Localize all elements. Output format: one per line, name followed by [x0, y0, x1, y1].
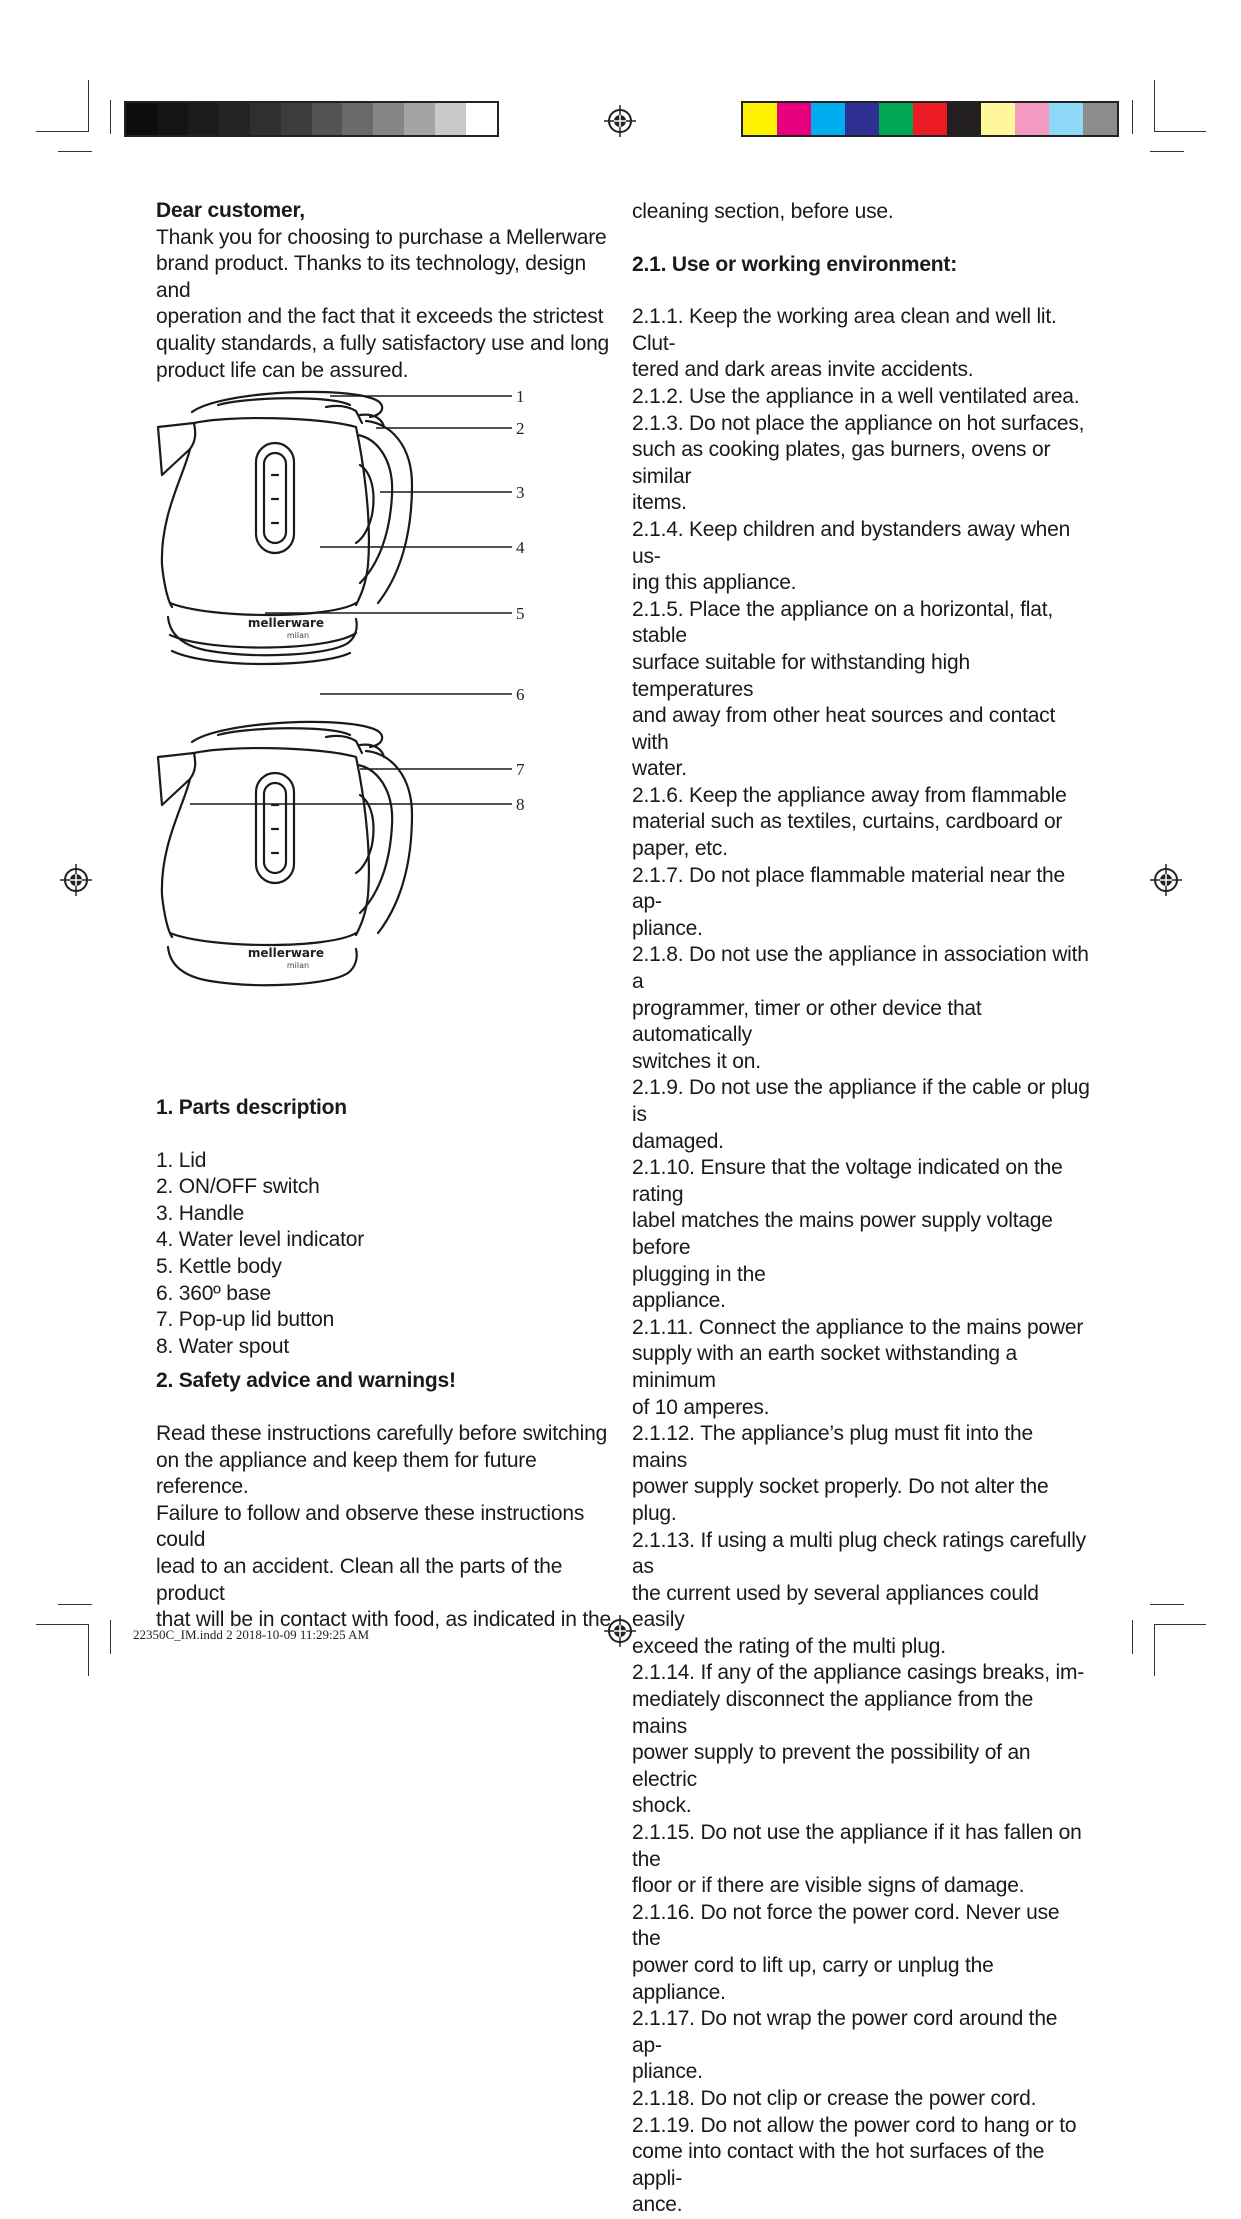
callout-number: 2 [516, 419, 525, 438]
warning-line: water. [632, 757, 687, 781]
warning-line: 2.1.1. Keep the working area clean and well lit. Clut- [632, 305, 1057, 355]
warning-line: floor or if there are visible signs of damage. [632, 1874, 1025, 1898]
intro-line: Thank you for choosing to purchase a Mellerware [156, 225, 607, 249]
warning-line: 2.1.4. Keep children and bystanders away when us- [632, 517, 1071, 568]
callout-number: 3 [516, 483, 525, 502]
warning-line: and away from other heat sources and contact with [632, 704, 1056, 754]
warning-line: power supply to prevent the possibility of an electric [632, 1741, 1031, 1791]
color-swatch [1049, 103, 1083, 135]
color-swatch [342, 103, 373, 135]
warning-line: 2.1.19. Do not allow the power cord to hang or to [632, 2113, 1077, 2137]
color-swatch [188, 103, 219, 135]
part-item: 7. Pop-up lid button [156, 1308, 335, 1332]
warning-line: exceed the rating of the multi plug. [632, 1634, 946, 1658]
safety-line: Failure to follow and observe these instructions could [156, 1501, 585, 1552]
registration-target-icon [1150, 864, 1182, 896]
part-item: 5. Kettle body [156, 1254, 282, 1278]
warning-line: 2.1.12. The appliance’s plug must fit into the mains [632, 1422, 1033, 1472]
greeting: Dear customer, [156, 199, 305, 222]
crop-mark [1154, 80, 1155, 132]
callout-number: 7 [516, 760, 525, 779]
warning-line: ance. [632, 2193, 683, 2217]
warning-line: 2.1.16. Do not force the power cord. Never use the [632, 1900, 1060, 1951]
registration-target-icon [604, 105, 636, 137]
footer-slug: 22350C_IM.indd 2 2018-10-09 11:29:25 AM [133, 1627, 370, 1642]
part-item: 4. Water level indicator [156, 1228, 365, 1252]
crop-mark [1154, 1624, 1206, 1625]
callout-number: 5 [516, 604, 525, 623]
safety-line: on the appliance and keep them for future reference. [156, 1448, 537, 1499]
warning-line: 2.1.9. Do not use the appliance if the cable or plug is [632, 1076, 1090, 1126]
warning-line: 2.1.13. If using a multi plug check ratings carefully as [632, 1528, 1086, 1579]
color-swatch [845, 103, 879, 135]
warning-line: programmer, timer or other device that automatically [632, 996, 982, 1047]
working-environment-section [632, 199, 1092, 2219]
crop-mark [1154, 131, 1206, 132]
warning-line: 2.1.15. Do not use the appliance if it has fallen on the [632, 1821, 1082, 1871]
kettle-brand-text: mellerware [247, 616, 325, 630]
warning-line: 2.1.14. If any of the appliance casings breaks, im- [632, 1661, 1085, 1685]
warning-line: 2.1.17. Do not wrap the power cord around the ap- [632, 2007, 1058, 2057]
intro-line: quality standards, a fully satisfactory use and long [156, 331, 610, 355]
intro-line: brand product. Thanks to its technology, design and [156, 252, 586, 302]
color-swatch [1015, 103, 1049, 135]
warning-line: 2.1.10. Ensure that the voltage indicated on the rating [632, 1156, 1063, 1206]
warning-line: 2.1.7. Do not place flammable material near the ap- [632, 863, 1066, 914]
color-swatch [373, 103, 404, 135]
warning-line: tered and dark areas invite accidents. [632, 358, 974, 382]
warning-line: such as cooking plates, gas burners, ovens or similar [632, 438, 1051, 488]
kettle-brand-text: mellerware [247, 946, 325, 960]
part-item: 2. ON/OFF switch [156, 1175, 320, 1199]
callout-number: 8 [516, 795, 525, 814]
color-swatch [913, 103, 947, 135]
warning-line: 2.1.11. Connect the appliance to the mains power [632, 1315, 1084, 1339]
warning-line: shock. [632, 1794, 692, 1818]
warning-line: 2.1.8. Do not use the appliance in association with a [632, 943, 1089, 994]
warning-line: come into contact with the hot surfaces of the appli- [632, 2140, 1045, 2190]
safety-heading: 2. Safety advice and warnings! [156, 1369, 456, 1393]
safety-line: lead to an accident. Clean all the parts of the product [156, 1554, 563, 1605]
warning-line: power supply socket properly. Do not alter the plug. [632, 1475, 1049, 1525]
color-swatch [981, 103, 1015, 135]
warning-line: label matches the mains power supply voltage before [632, 1209, 1053, 1259]
grayscale-color-bar [124, 101, 499, 137]
safety-line: that will be in contact with food, as indicated in the [156, 1608, 611, 1632]
color-swatch [250, 103, 281, 135]
color-swatch [312, 103, 343, 135]
color-swatch [811, 103, 845, 135]
warning-line: power cord to lift up, carry or unplug the appliance. [632, 1954, 994, 2004]
crop-mark [1154, 1624, 1155, 1676]
continuation-text: cleaning section, before use. [632, 200, 894, 223]
kettle-model-text: milan [286, 961, 310, 970]
color-swatch [743, 103, 777, 135]
color-swatch [947, 103, 981, 135]
crop-mark [1150, 1604, 1184, 1605]
warning-line: of 10 amperes. [632, 1395, 770, 1419]
intro-section [156, 198, 616, 384]
warning-line: 2.1.5. Place the appliance on a horizontal, flat, stable [632, 597, 1053, 648]
kettle-diagram [150, 375, 540, 1075]
warning-line: 2.1.2. Use the appliance in a well ventilated area. [632, 384, 1080, 408]
warning-line: paper, etc. [632, 837, 728, 861]
crop-mark [88, 80, 89, 132]
safety-line: Read these instructions carefully before switching [156, 1421, 608, 1445]
color-swatch [777, 103, 811, 135]
crop-mark [36, 131, 88, 132]
process-color-bar [741, 101, 1119, 137]
warning-line: plugging in the [632, 1262, 766, 1286]
intro-line: operation and the fact that it exceeds the strictest [156, 305, 604, 329]
crop-mark [1132, 100, 1133, 134]
color-swatch [1083, 103, 1117, 135]
color-swatch [157, 103, 188, 135]
crop-mark [88, 1624, 89, 1676]
crop-mark [110, 100, 111, 134]
warning-line: pliance. [632, 2060, 703, 2084]
callout-number: 4 [516, 538, 525, 557]
warning-line: pliance. [632, 916, 703, 940]
crop-mark [1132, 1620, 1133, 1654]
color-swatch [879, 103, 913, 135]
callout-number: 6 [516, 685, 525, 704]
part-item: 1. Lid [156, 1148, 207, 1172]
color-swatch [466, 103, 497, 135]
part-item: 8. Water spout [156, 1334, 289, 1358]
crop-mark [58, 1604, 92, 1605]
part-item: 6. 360º base [156, 1281, 272, 1305]
warning-line: 2.1.3. Do not place the appliance on hot surfaces, [632, 411, 1085, 435]
warning-line: items. [632, 491, 687, 515]
warning-line: ing this appliance. [632, 571, 797, 595]
registration-target-icon [60, 864, 92, 896]
color-swatch [281, 103, 312, 135]
warning-line: mediately disconnect the appliance from the mains [632, 1688, 1034, 1738]
part-item: 3. Handle [156, 1201, 245, 1225]
crop-mark [36, 1624, 88, 1625]
parts-heading: 1. Parts description [156, 1096, 347, 1119]
warning-line: material such as textiles, curtains, cardboard or [632, 810, 1063, 834]
crop-mark [1150, 151, 1184, 152]
color-swatch [219, 103, 250, 135]
color-swatch [126, 103, 157, 135]
crop-mark [110, 1620, 111, 1654]
warning-line: 2.1.6. Keep the appliance away from flammable [632, 783, 1067, 807]
warning-line: the current used by several appliances could easily [632, 1581, 1039, 1632]
warning-line: damaged. [632, 1129, 724, 1153]
warning-line: 2.1.18. Do not clip or crease the power cord. [632, 2086, 1037, 2110]
warning-line: surface suitable for withstanding high temperatures [632, 650, 970, 701]
color-swatch [404, 103, 435, 135]
warning-line: supply with an earth socket withstanding a minimum [632, 1342, 1017, 1392]
parts-section [156, 1095, 616, 1634]
color-swatch [435, 103, 466, 135]
warning-line: switches it on. [632, 1049, 761, 1073]
intro-line: product life can be assured. [156, 358, 409, 382]
warning-line: appliance. [632, 1289, 726, 1313]
crop-mark [58, 151, 92, 152]
callout-number: 1 [516, 387, 525, 406]
section-heading: 2.1. Use or working environment: [632, 252, 958, 276]
kettle-model-text: milan [286, 631, 310, 640]
